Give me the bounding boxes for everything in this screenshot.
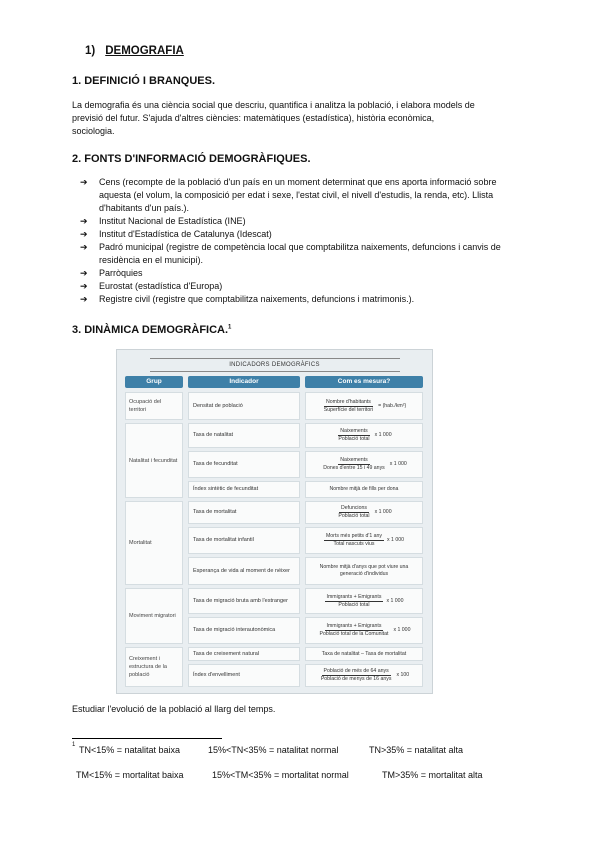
header-group: Grup bbox=[125, 376, 183, 388]
denominator: Població total bbox=[338, 513, 370, 519]
group-cell: Moviment migratori bbox=[125, 588, 183, 644]
list-item bbox=[72, 228, 512, 241]
arrow-icon: ➔ bbox=[80, 177, 88, 187]
formula-cell: Taxa de natalitat – Taxa de mortalitat bbox=[305, 647, 423, 661]
numerator: Naixements bbox=[340, 428, 368, 434]
group-cell: Natalitat i fecunditat bbox=[125, 423, 183, 498]
arrow-icon: ➔ bbox=[80, 281, 88, 291]
group-cell: Ocupació del territori bbox=[125, 392, 183, 420]
formula-cell bbox=[305, 588, 423, 614]
list-item bbox=[72, 215, 512, 228]
multiplier: x 1 000 bbox=[374, 509, 392, 515]
denominator: Població de menys de 16 anys bbox=[320, 676, 392, 682]
multiplier: x 1 000 bbox=[386, 597, 404, 604]
arrow-icon: ➔ bbox=[80, 294, 88, 304]
section-3-title-text: 3. DINÀMICA DEMOGRÀFICA. bbox=[72, 324, 229, 336]
footnote-item: TM<15% = mortalitat baixa bbox=[76, 770, 184, 780]
list-item-text: Cens (recompte de la població d'un país en un moment determinat que ens aporta informació sobre aquesta (el volum, la composició per edat i sexe, l'estat civil, el nivell d'estudis, la renda, etc). Llista d'habitants d'un país.). bbox=[99, 177, 497, 213]
table-title: INDICADORS DEMOGRÀFICS bbox=[150, 358, 400, 372]
footnote-item: TM>35% = mortalitat alta bbox=[382, 770, 483, 780]
section-3-title bbox=[72, 324, 231, 336]
footnote-item: 15%<TM<35% = mortalitat normal bbox=[212, 770, 349, 780]
list-item bbox=[72, 241, 512, 267]
arrow-icon: ➔ bbox=[80, 242, 88, 252]
indicator-cell: Taxa de migració bruta amb l'estranger bbox=[188, 588, 300, 614]
indicator-cell: Taxa de migració interautonòmica bbox=[188, 617, 300, 644]
denominator: Població total de la Comunitat bbox=[319, 631, 389, 637]
multiplier: x 1 000 bbox=[374, 432, 392, 438]
list-item-text: Eurostat (estadística d'Europa) bbox=[99, 281, 223, 291]
formula-cell bbox=[305, 664, 423, 687]
multiplier: x 1 000 bbox=[387, 537, 405, 543]
formula-cell: Nombre mitjà de fills per dona bbox=[305, 481, 423, 498]
demographic-indicators-table bbox=[116, 349, 433, 694]
after-table-text: Estudiar l'evolució de la població al llarg del temps. bbox=[72, 704, 276, 714]
numerator: Naixements bbox=[340, 457, 368, 463]
list-item-text: Padró municipal (registre de competència local que comptabilitza naixements, defuncions i canvis de residència en el municipi). bbox=[99, 242, 501, 265]
paragraph-line: previsió del futur. S'ajuda d'altres ciències: matemàtiques (estadística), història econòmica, bbox=[72, 113, 435, 123]
indicator-cell: Taxa de fecunditat bbox=[188, 451, 300, 478]
multiplier: x 100 bbox=[396, 672, 410, 678]
list-item bbox=[72, 280, 512, 293]
indicator-cell: Taxa de mortalitat bbox=[188, 501, 300, 524]
header-how: Com es mesura? bbox=[305, 376, 423, 388]
multiplier: x 1 000 bbox=[393, 627, 411, 633]
formula-cell bbox=[305, 617, 423, 644]
header-indicator: Indicador bbox=[188, 376, 300, 388]
indicator-cell: Índex sintètic de fecunditat bbox=[188, 481, 300, 498]
numerator: Nombre d'habitants bbox=[326, 398, 371, 405]
numerator: Morts més petits d'1 any bbox=[325, 533, 383, 539]
footnote-mark: 1 bbox=[72, 742, 76, 748]
numerator: Immigrants + Emigrants bbox=[326, 593, 382, 600]
title-text: DEMOGRAFIA bbox=[105, 45, 184, 57]
denominator: Població total bbox=[338, 601, 370, 608]
denominator: Població total bbox=[338, 436, 370, 442]
section-1-title: 1. DEFINICIÓ I BRANQUES. bbox=[72, 75, 216, 87]
footnote-item: 15%<TN<35% = natalitat normal bbox=[208, 745, 339, 755]
title-number: 1) bbox=[85, 45, 96, 57]
paragraph-line: La demografia és una ciència social que descriu, quantifica i analitza la població, i elabora models de bbox=[72, 100, 475, 110]
footnote-reference: 1 bbox=[228, 324, 232, 331]
arrow-icon: ➔ bbox=[80, 268, 88, 278]
numerator: Població de més de 64 anys bbox=[323, 668, 389, 674]
paragraph-line: sociologia. bbox=[72, 126, 115, 136]
indicator-cell: Esperança de vida al moment de néixer bbox=[188, 557, 300, 585]
arrow-icon: ➔ bbox=[80, 216, 88, 226]
indicator-cell: Densitat de població bbox=[188, 392, 300, 420]
formula-cell bbox=[305, 501, 423, 524]
document-title bbox=[85, 45, 184, 57]
formula-cell bbox=[305, 451, 423, 478]
formula-cell bbox=[305, 527, 423, 554]
indicator-cell: Taxa de mortalitat infantil bbox=[188, 527, 300, 554]
list-item bbox=[72, 176, 512, 215]
denominator: Total nascuts vius bbox=[333, 541, 375, 547]
arrow-icon: ➔ bbox=[80, 229, 88, 239]
formula-cell bbox=[305, 423, 423, 448]
group-cell: Creixement i estructura de la població bbox=[125, 647, 183, 687]
numerator: Defuncions bbox=[341, 505, 367, 511]
multiplier: = (hab./km²) bbox=[378, 402, 407, 409]
denominator: Dones d'entre 15 i 49 anys bbox=[323, 465, 385, 471]
section-2-title: 2. FONTS D'INFORMACIÓ DEMOGRÀFIQUES. bbox=[72, 153, 311, 165]
list-item-text: Parròquies bbox=[99, 268, 143, 278]
list-item bbox=[72, 293, 512, 306]
footnote bbox=[72, 742, 532, 785]
list-item-text: Institut d'Estadística de Catalunya (Idescat) bbox=[99, 229, 272, 239]
indicator-cell: Índex d'envelliment bbox=[188, 664, 300, 687]
sources-list bbox=[72, 176, 512, 306]
list-item-text: Registre civil (registre que comptabilitza naixements, defuncions i matrimonis.). bbox=[99, 294, 415, 304]
footnote-item: TN<15% = natalitat baixa bbox=[79, 745, 181, 755]
footnote-separator bbox=[72, 738, 222, 739]
indicator-cell: Taxa de natalitat bbox=[188, 423, 300, 448]
footnote-item: TN>35% = natalitat alta bbox=[369, 745, 464, 755]
multiplier: x 1 000 bbox=[389, 461, 407, 467]
denominator: Superfície del territori bbox=[323, 406, 374, 413]
numerator: Immigrants + Emigrants bbox=[326, 623, 382, 629]
indicator-cell: Taxa de creixement natural bbox=[188, 647, 300, 661]
formula-cell bbox=[305, 392, 423, 420]
list-item-text: Institut Nacional de Estadística (INE) bbox=[99, 216, 246, 226]
list-item bbox=[72, 267, 512, 280]
formula-cell: Nombre mitjà d'anys que pot viure una generació d'individus bbox=[305, 557, 423, 585]
group-cell: Mortalitat bbox=[125, 501, 183, 585]
section-1-paragraph bbox=[72, 99, 532, 138]
